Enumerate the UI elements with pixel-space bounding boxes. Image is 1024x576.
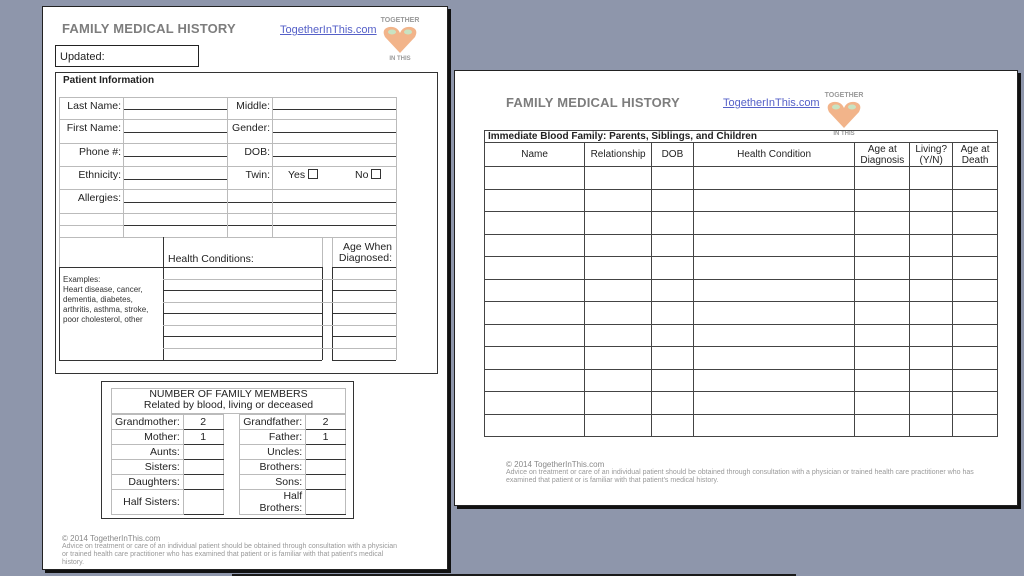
table-cell[interactable] [953,279,998,302]
table-cell[interactable] [652,369,694,392]
grandfather-label: Grandfather: [240,415,306,430]
table-cell[interactable] [953,167,998,190]
page-footer [506,461,976,485]
table-row [485,324,998,347]
table-cell[interactable] [693,257,855,280]
dob-field[interactable] [273,145,395,156]
table-cell[interactable] [910,212,953,235]
page-title: FAMILY MEDICAL HISTORY [62,21,236,36]
document-page-1 [42,6,448,570]
page-footer [62,535,402,567]
table-row [485,234,998,257]
table-row [485,392,998,415]
table-cell[interactable] [910,347,953,370]
table-cell[interactable] [693,392,855,415]
table-cell[interactable] [910,279,953,302]
table-cell[interactable] [585,279,652,302]
table-cell[interactable] [910,189,953,212]
table-cell[interactable] [855,324,910,347]
age-when-diagnosed-label: Age When Diagnosed: [338,241,392,264]
table-cell[interactable] [485,257,585,280]
twin-yes-label: Yes [288,169,306,181]
twin-yes-checkbox[interactable] [308,169,318,179]
table-cell[interactable] [910,167,953,190]
table-cell[interactable] [485,189,585,212]
twin-label: Twin: [245,169,270,181]
first-name-label: First Name: [66,122,121,134]
table-row [485,369,998,392]
brothers-label: Brothers: [240,460,306,475]
col-dob: DOB [652,143,694,167]
grandmother-count[interactable]: 2 [183,415,223,430]
table-caption: Immediate Blood Family: Parents, Siblings, and Children [485,131,998,143]
table-cell[interactable] [855,189,910,212]
aunts-count[interactable] [183,445,223,460]
half-brothers-label: Half Brothers: [240,490,306,515]
table-cell[interactable] [910,302,953,325]
table-cell[interactable] [585,189,652,212]
half-sisters-label: Half Sisters: [112,490,184,515]
table-cell[interactable] [953,257,998,280]
phone-field[interactable] [124,145,226,156]
table-cell[interactable] [485,279,585,302]
ethnicity-label: Ethnicity: [78,169,121,181]
table-row [485,302,998,325]
table-cell[interactable] [652,324,694,347]
uncles-label: Uncles: [240,445,306,460]
sons-count[interactable] [306,475,346,490]
table-cell[interactable] [693,189,855,212]
table-cell[interactable] [693,302,855,325]
gender-label: Gender: [232,122,270,134]
table-cell[interactable] [855,234,910,257]
table-cell[interactable] [855,302,910,325]
table-cell[interactable] [953,324,998,347]
father-label: Father: [240,430,306,445]
table-cell[interactable] [585,257,652,280]
table-cell[interactable] [485,392,585,415]
table-cell[interactable] [485,167,585,190]
heart-logo-icon [375,13,425,63]
table-cell[interactable] [910,392,953,415]
table-cell[interactable] [652,189,694,212]
uncles-count[interactable] [306,445,346,460]
table-cell[interactable] [485,234,585,257]
immediate-family-table [484,130,998,437]
website-link[interactable]: TogetherInThis.com [723,97,820,109]
table-cell[interactable] [953,347,998,370]
document-page-2 [454,70,1018,506]
mother-label: Mother: [112,430,184,445]
table-cell[interactable] [585,369,652,392]
table-cell[interactable] [855,369,910,392]
table-cell[interactable] [693,212,855,235]
table-cell[interactable] [652,414,694,437]
table-row [485,414,998,437]
page-title: FAMILY MEDICAL HISTORY [506,95,680,110]
middle-field[interactable] [273,98,395,109]
table-cell[interactable] [910,324,953,347]
table-cell[interactable] [953,392,998,415]
gender-field[interactable] [273,121,395,132]
table-row [485,212,998,235]
col-age-at-diagnosis: Age at Diagnosis [855,143,910,167]
disclaimer-text: Advice on treatment or care of an individual patient should be obtained through consultation with a physician or trained health care practitioner who has examined that patient or is familiar with that patient's medical history. [62,543,398,566]
table-row [485,257,998,280]
ethnicity-field[interactable] [124,168,226,179]
twin-no-label: No [355,169,369,181]
grandmother-label: Grandmother: [112,415,184,430]
table-cell[interactable] [585,392,652,415]
twin-no-checkbox[interactable] [371,169,381,179]
sisters-label: Sisters: [112,460,184,475]
table-cell[interactable] [910,369,953,392]
age-when-diagnosed-field[interactable] [333,268,396,360]
patient-information-section [55,72,438,374]
mother-count[interactable]: 1 [183,430,223,445]
table-row [112,460,346,475]
daughters-label: Daughters: [112,475,184,490]
table-row [485,189,998,212]
sons-label: Sons: [240,475,306,490]
table-cell[interactable] [652,234,694,257]
table-cell[interactable] [485,212,585,235]
table-cell[interactable] [953,234,998,257]
allergies-label: Allergies: [77,192,121,204]
half-sisters-count[interactable] [183,490,223,515]
table-cell[interactable] [485,302,585,325]
table-cell[interactable] [485,369,585,392]
table-row [112,430,346,445]
table-cell[interactable] [585,414,652,437]
first-name-field[interactable] [124,121,226,132]
copyright-text: © 2014 TogetherInThis.com [62,534,161,543]
examples-label: Examples: [63,275,101,284]
table-cell[interactable] [652,212,694,235]
updated-label: Updated: [60,51,105,63]
grandfather-count[interactable]: 2 [306,415,346,430]
table-cell[interactable] [693,347,855,370]
half-brothers-count[interactable] [306,490,346,515]
health-conditions-label: Health Conditions: [168,253,254,265]
table-cell[interactable] [855,392,910,415]
svg-text:TOGETHER: TOGETHER [824,92,864,99]
family-members-table [111,414,346,515]
table-cell[interactable] [652,257,694,280]
table-cell[interactable] [693,414,855,437]
table-row [485,347,998,370]
svg-text:IN THIS: IN THIS [833,131,855,137]
father-count[interactable]: 1 [306,430,346,445]
table-cell[interactable] [910,257,953,280]
health-conditions-field[interactable] [164,268,322,360]
table-cell[interactable] [953,212,998,235]
twin-no-option[interactable] [355,169,381,181]
website-link[interactable]: TogetherInThis.com [280,24,377,36]
updated-field[interactable] [55,45,199,67]
table-row [112,415,346,430]
table-cell[interactable] [953,302,998,325]
col-living: Living? (Y/N) [910,143,953,167]
table-row [112,475,346,490]
table-cell[interactable] [652,279,694,302]
allergies-field[interactable] [124,191,396,225]
family-members-subtitle: Related by blood, living or deceased [143,399,314,411]
brothers-count[interactable] [306,460,346,475]
table-cell[interactable] [855,212,910,235]
table-cell[interactable] [693,167,855,190]
table-cell[interactable] [855,167,910,190]
table-cell[interactable] [953,369,998,392]
table-row [112,445,346,460]
table-cell[interactable] [585,324,652,347]
family-members-section [101,381,354,519]
table-cell[interactable] [585,234,652,257]
table-cell[interactable] [652,167,694,190]
table-cell[interactable] [585,347,652,370]
table-row [485,167,998,190]
family-members-title: NUMBER OF FAMILY MEMBERS [149,388,308,400]
dob-label: DOB: [244,146,270,158]
table-cell[interactable] [652,347,694,370]
table-cell[interactable] [585,167,652,190]
svg-text:IN THIS: IN THIS [389,56,411,62]
table-cell[interactable] [652,392,694,415]
table-cell[interactable] [585,302,652,325]
table-cell[interactable] [485,347,585,370]
table-cell[interactable] [910,414,953,437]
table-row [485,279,998,302]
table-cell[interactable] [855,279,910,302]
table-cell[interactable] [953,189,998,212]
patient-information-heading: Patient Information [63,75,155,86]
table-cell[interactable] [953,414,998,437]
disclaimer-text: Advice on treatment or care of an individual patient should be obtained through consultation with a physician or trained health care practitioner who has examined that patient or is familiar with that patient's medical history. [506,469,974,484]
copyright-text: © 2014 TogetherInThis.com [506,460,605,469]
table-cell[interactable] [855,414,910,437]
middle-label: Middle: [236,100,270,112]
table-row [112,490,346,515]
table-cell[interactable] [693,279,855,302]
table-cell[interactable] [693,234,855,257]
table-cell[interactable] [693,324,855,347]
table-cell[interactable] [652,302,694,325]
table-cell[interactable] [910,234,953,257]
table-cell[interactable] [855,347,910,370]
col-age-at-death: Age at Death [953,143,998,167]
last-name-label: Last Name: [67,100,121,112]
family-members-header [111,388,346,414]
sisters-count[interactable] [183,460,223,475]
col-health-condition: Health Condition [693,143,855,167]
examples-text: Heart disease, cancer, dementia, diabetes, arthritis, asthma, stroke, poor cholesterol, other [63,285,149,324]
table-cell[interactable] [485,324,585,347]
table-cell[interactable] [585,212,652,235]
twin-yes-option[interactable] [288,169,318,181]
phone-label: Phone #: [78,146,121,158]
last-name-field[interactable] [124,98,226,109]
svg-text:TOGETHER: TOGETHER [380,17,420,24]
table-cell[interactable] [693,369,855,392]
table-cell[interactable] [485,414,585,437]
col-relationship: Relationship [585,143,652,167]
aunts-label: Aunts: [112,445,184,460]
table-cell[interactable] [855,257,910,280]
daughters-count[interactable] [183,475,223,490]
col-name: Name [485,143,585,167]
